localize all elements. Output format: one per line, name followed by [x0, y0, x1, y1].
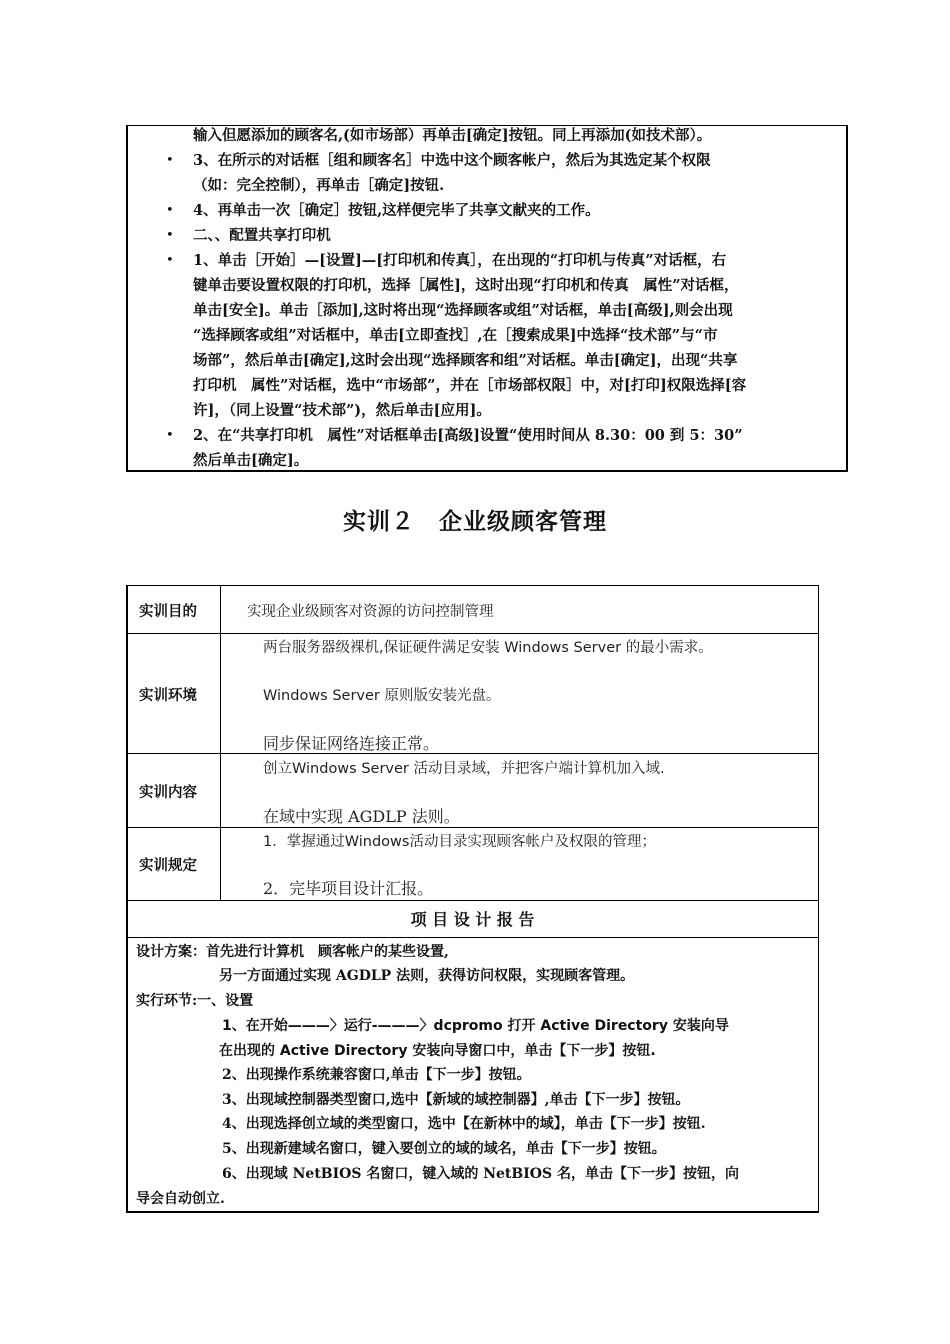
top-line-12: 许]，（同上设置“技术部”)，然后单击[应用]。: [193, 402, 491, 419]
bullet-icon: •: [166, 153, 174, 168]
report-line: 导会自动创立.: [136, 1191, 225, 1207]
content-line-2: 在域中实现 AGDLP 法则。: [263, 807, 460, 826]
table-border-top: [126, 585, 819, 586]
report-line: 1、在开始———〉运行-———〉dcpromo 打开 Active Directory 安装向导: [222, 1018, 729, 1034]
table-column-divider: [220, 585, 221, 900]
top-line-5: 二、、配置共享打印机: [193, 227, 331, 244]
purpose-value: 实现企业级顾客对资源的访问控制管理: [247, 604, 494, 620]
table-row-divider: [126, 827, 819, 828]
report-line: 实行环节:一、设置: [136, 993, 254, 1009]
table-border-bottom: [126, 1211, 819, 1213]
environment-label: 实训环境: [139, 687, 197, 704]
report-line: 2、出现操作系统兼容窗口,单击【下一步】按钮。: [222, 1067, 531, 1083]
report-line: 另一方面通过实现 AGDLP 法则，获得访问权限，实现顾客管理。: [219, 968, 635, 984]
table-border-right: [818, 585, 819, 1212]
top-line-2: 3、在所示的对话框［组和顾客名］中选中这个顾客帐户，然后为其选定某个权限: [193, 152, 711, 169]
purpose-label: 实训目的: [139, 603, 197, 620]
table-border-left: [126, 585, 128, 1212]
top-line-8: 单击[安全]。单击［添加],这时将出现“选择顾客或组”对话框，单击[高级],则会出现: [193, 302, 733, 319]
top-line-1: 输入但愿添加的顾客名,(如市场部）再单击[确定]按钮。同上再添加(如技术部）。: [193, 127, 712, 144]
environment-line-2: Windows Server 原则版安装光盘。: [263, 688, 501, 704]
content-label: 实训内容: [139, 784, 197, 801]
page-title: 实训２ 企业级顾客管理: [343, 508, 607, 535]
top-line-10: 场部”，然后单击[确定],这时会出现“选择顾客和组”对话框。单击[确定]，出现“共享: [193, 352, 738, 369]
bullet-icon: •: [166, 428, 174, 443]
report-line: 设计方案：首先进行计算机 顾客帐户的某些设置,: [136, 944, 449, 960]
requirements-label: 实训规定: [139, 857, 197, 874]
table-row-divider: [126, 900, 819, 901]
report-line: 3、出现域控制器类型窗口,选中【新域的域控制器】,单击【下一步】按钮。: [222, 1092, 690, 1108]
top-line-3: （如：完全控制），再单击［确定]按钮.: [193, 177, 445, 194]
report-line: 6、出现域 NetBIOS 名窗口，键入域的 NetBIOS 名，单击【下一步】按钮，向: [222, 1166, 739, 1182]
report-line: 在出现的 Active Directory 安装向导窗口中，单击【下一步】按钮.: [219, 1043, 656, 1059]
content-line-1: 创立Windows Server 活动目录域，并把客户端计算机加入域.: [263, 761, 665, 777]
top-line-9: “选择顾客或组”对话框中，单击[立即查找］,在［搜索成果]中选择“技术部”与“市: [193, 327, 718, 344]
report-line: 5、出现新建域名窗口，键入要创立的域的域名，单击【下一步】按钮。: [222, 1141, 666, 1157]
table-row-divider: [126, 937, 819, 938]
environment-line-3: 同步保证网络连接正常。: [263, 734, 440, 753]
top-line-11: 打印机 属性”对话框，选中“市场部”，并在［市场部权限］中，对[打印]权限选择[容: [193, 377, 747, 394]
table-row-divider: [126, 633, 819, 634]
bullet-icon: •: [166, 228, 174, 243]
top-line-7: 键单击要设置权限的打印机，选择［属性]，这时出现“打印机和传真 属性”对话框，: [193, 277, 739, 294]
top-line-13: 2、在“共享打印机 属性”对话框单击[高级]设置“使用时间从 8.30：00 到 5：30”: [193, 427, 743, 444]
top-line-4: 4、再单击一次［确定］按钮,这样便完毕了共享文献夹的工作。: [193, 202, 600, 219]
top-line-6: 1、单击［开始］—[设置]—[打印机和传真］，在出现的“打印机与传真”对话框，右: [193, 252, 727, 269]
top-line-14: 然后单击[确定]。: [193, 452, 309, 469]
bullet-icon: •: [166, 253, 174, 268]
bullet-icon: •: [166, 203, 174, 218]
report-header: 项 目 设 计 报 告: [410, 910, 535, 929]
table-row-divider: [126, 753, 819, 754]
report-line: 4、出现选择创立域的类型窗口，选中【在新林中的域】，单击【下一步】按钮.: [222, 1116, 706, 1132]
environment-line-1: 两台服务器级裸机,保证硬件满足安装 Windows Server 的最小需求。: [263, 640, 713, 656]
requirements-line-2: 2．完毕项目设计汇报。: [263, 879, 434, 898]
requirements-line-1: 1．掌握通过Windows活动目录实现顾客帐户及权限的管理；: [263, 834, 656, 850]
